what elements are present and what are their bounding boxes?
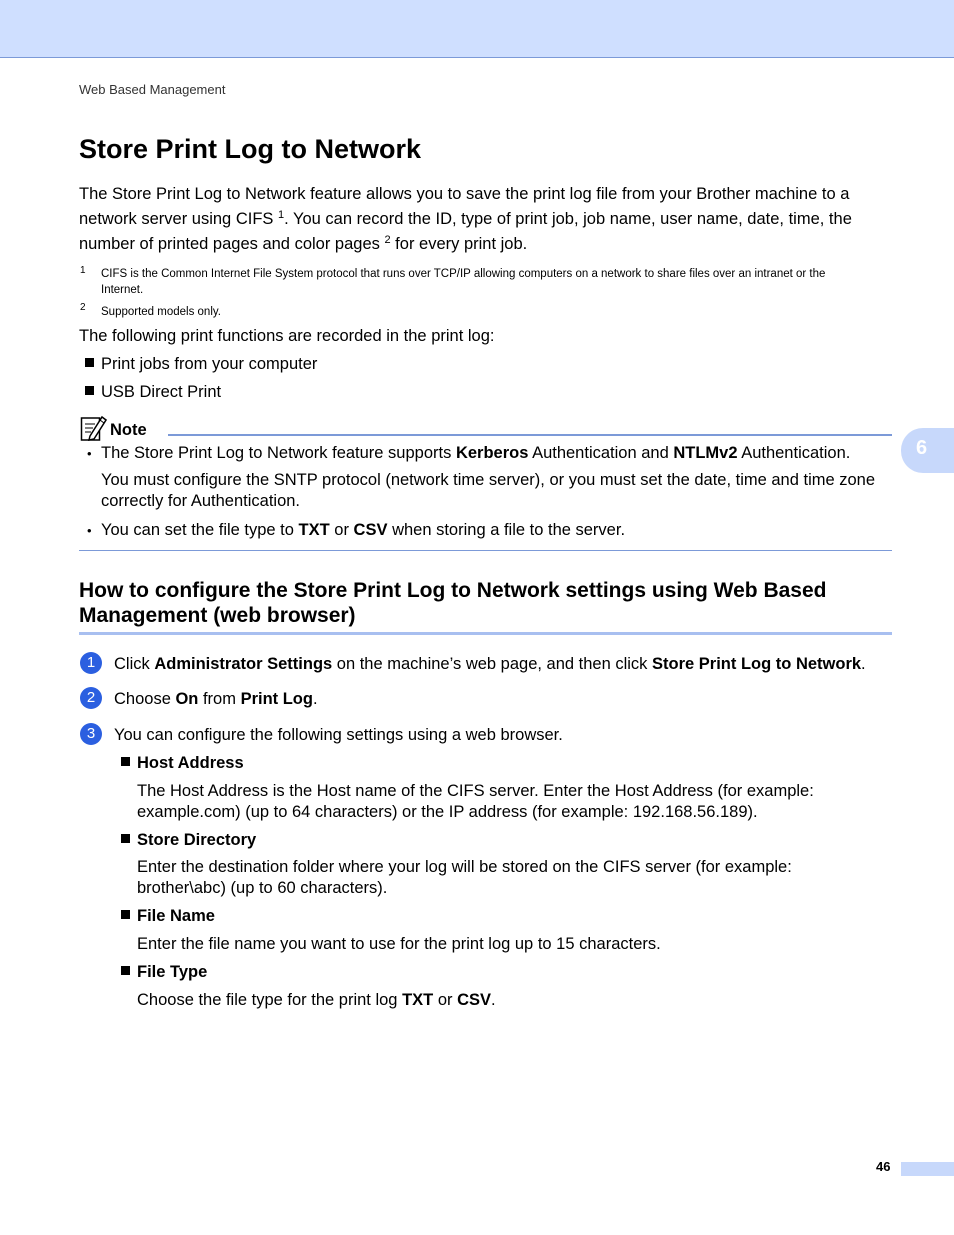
step-1: Click Administrator Settings on the machine’s web page, and then click Store Print Log to Network. xyxy=(114,655,866,673)
note-pencil-icon xyxy=(80,415,107,442)
step-1-number: 1 xyxy=(80,652,102,674)
note-label: Note xyxy=(110,421,147,439)
intro-paragraph xyxy=(79,182,899,257)
setting-file-name-description: Enter the file name you want to use for the print log up to 15 characters. xyxy=(137,935,661,953)
footnote-1-number: 1 xyxy=(80,265,86,276)
chapter-number: 6 xyxy=(916,437,928,459)
intro-line-2: network server using CIFS $^1$. You can record the ID, type of print job, job name, user name, date, time, the xyxy=(79,209,852,228)
page-number-bar xyxy=(901,1162,954,1176)
bullet-square-icon xyxy=(121,834,130,843)
bullet-square-icon xyxy=(121,910,130,919)
footnote-2-number: 2 xyxy=(80,302,86,313)
bullet-dot: • xyxy=(87,446,92,461)
note-bullet-1: The Store Print Log to Network feature supports Kerberos Authentication and NTLMv2 Authentication. xyxy=(101,444,851,462)
note-paragraph: You must configure the SNTP protocol (network time server), or you must set the date, time and time zone correctly for Authentication. xyxy=(101,471,876,510)
bullet-dot: • xyxy=(87,523,92,538)
page-title: Store Print Log to Network xyxy=(79,134,422,164)
step-2: Choose On from Print Log. xyxy=(114,690,318,708)
setting-store-directory-description: Enter the destination folder where your log will be stored on the CIFS server (for example: brother\abc) (up to 60 characters). xyxy=(137,858,792,897)
bullet-square-icon xyxy=(121,966,130,975)
setting-host-address-heading: Host Address xyxy=(121,751,244,776)
chapter-tab xyxy=(901,428,954,473)
step-3: You can configure the following settings using a web browser. xyxy=(114,726,563,744)
bullet-square-icon xyxy=(85,358,94,367)
footnote-ref-1[interactable]: 1 xyxy=(278,209,285,221)
intro-line-1: The Store Print Log to Network feature allows you to save the print log file from your Brother machine to a xyxy=(79,185,850,203)
setting-file-type-description: Choose the file type for the print log TXT or CSV. xyxy=(137,991,496,1009)
setting-file-type-heading: File Type xyxy=(121,960,207,985)
bullet-square-icon xyxy=(121,757,130,766)
note-bottom-rule xyxy=(79,550,892,551)
list-item: USB Direct Print xyxy=(85,380,221,405)
step-3-number: 3 xyxy=(80,723,102,745)
setting-host-address-description: The Host Address is the Host name of the CIFS server. Enter the Host Address (for example: example.com) (up to 64 characters) or the IP address (for example: 192.168.56.189). xyxy=(137,782,814,821)
note-bullet-2: You can set the file type to TXT or CSV when storing a file to the server. xyxy=(101,521,626,539)
section-heading-rule xyxy=(79,632,892,635)
bullet-square-icon xyxy=(85,386,94,395)
footnote-2: Supported models only. xyxy=(101,306,221,318)
top-header-band xyxy=(0,0,954,58)
footnote-ref-2[interactable]: 2 xyxy=(384,234,391,246)
setting-store-directory-heading: Store Directory xyxy=(121,828,256,853)
section-heading: How to configure the Store Print Log to Network settings using Web Based Management (web browser) xyxy=(79,579,827,627)
setting-file-name-heading: File Name xyxy=(121,904,215,929)
step-2-number: 2 xyxy=(80,687,102,709)
page-number: 46 xyxy=(876,1159,891,1174)
footnote-1: CIFS is the Common Internet File System protocol that runs over TCP/IP allowing computers on a network to share files over an intranet or the Internet. xyxy=(101,268,826,296)
functions-intro: The following print functions are recorded in the print log: xyxy=(79,327,495,345)
list-item: Print jobs from your computer xyxy=(85,352,317,377)
note-top-rule xyxy=(168,434,892,436)
intro-line-3: number of printed pages and color pages $^2$ for every print job. xyxy=(79,234,528,253)
running-header: Web Based Management xyxy=(79,82,226,97)
